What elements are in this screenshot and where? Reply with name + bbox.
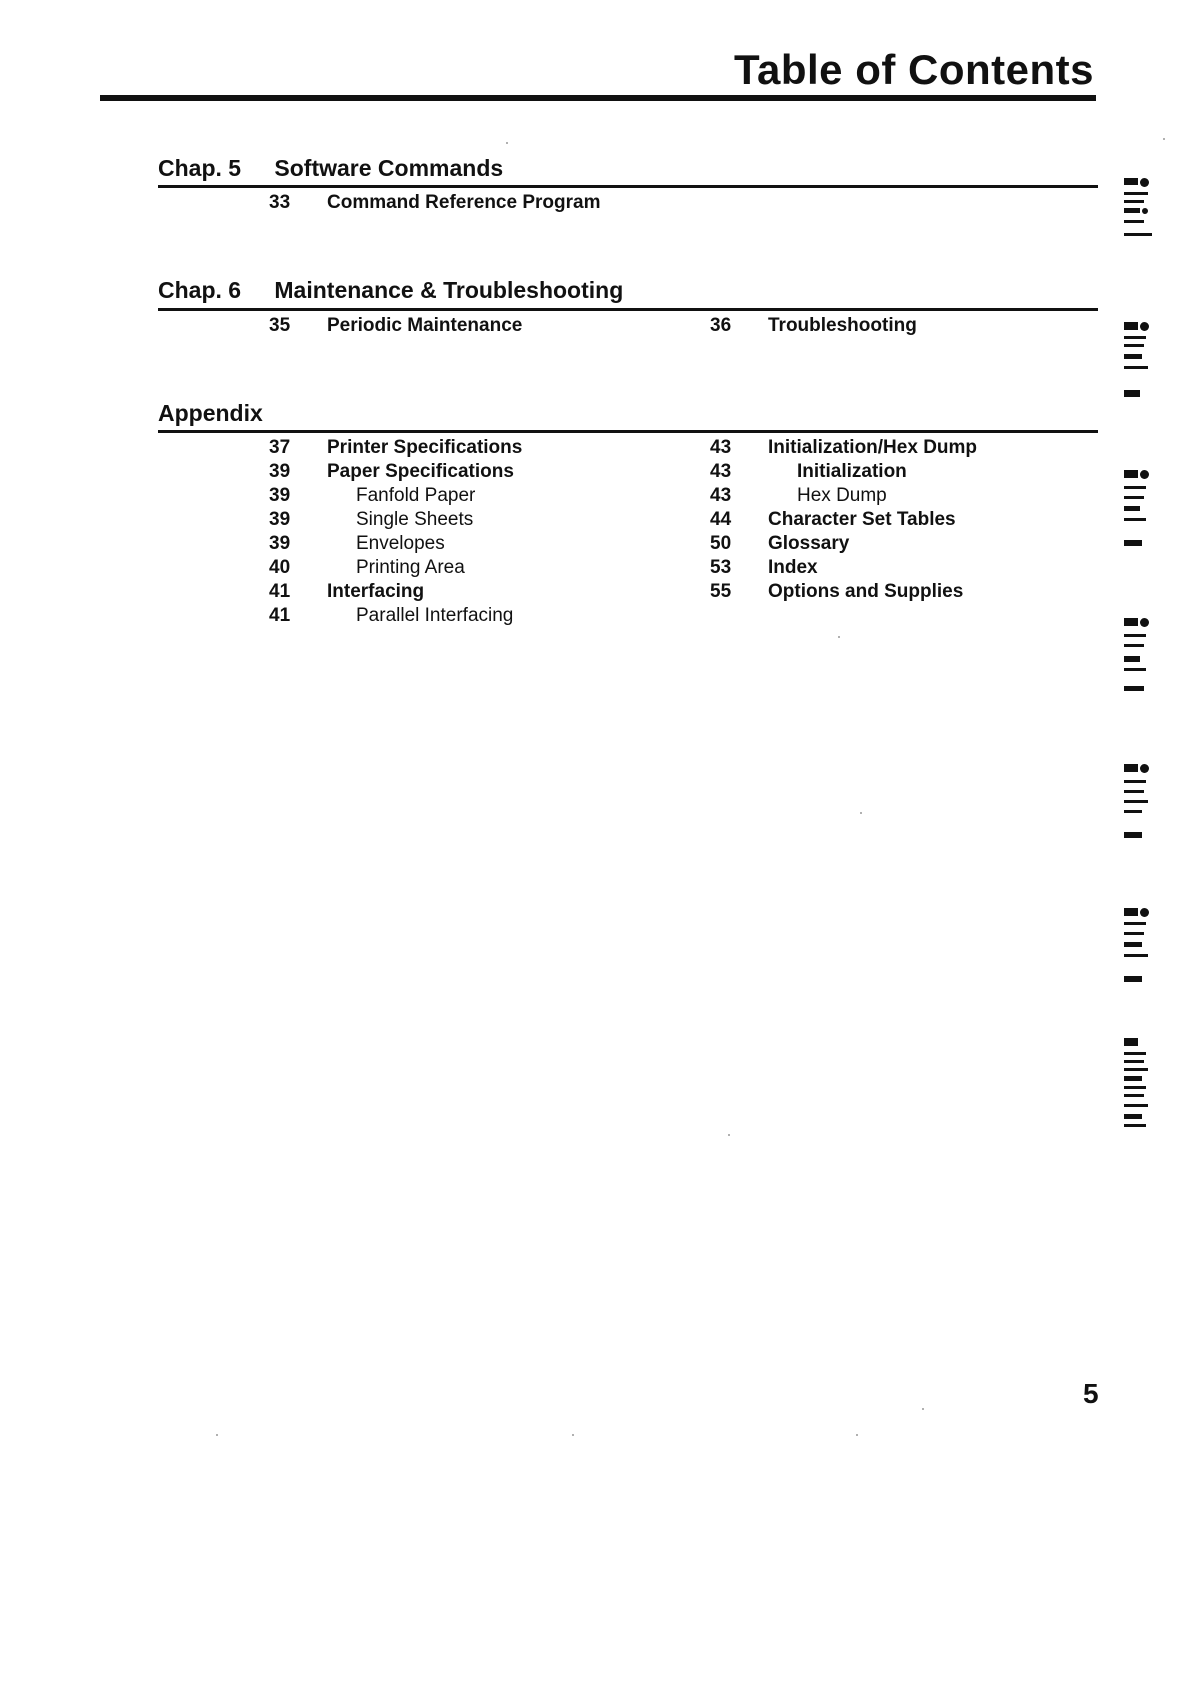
- thumb-tab-mark: [1124, 764, 1160, 844]
- toc-entry-text: Paper Specifications: [327, 461, 514, 482]
- toc-page-number: 39: [269, 461, 291, 482]
- chapter-label: Chap. 5: [158, 155, 242, 181]
- toc-entry-text: Interfacing: [327, 581, 425, 602]
- scan-speck: [506, 142, 508, 144]
- toc-entry-text: Printer Specifications: [327, 437, 523, 458]
- toc-entry-text: Fanfold Paper: [356, 485, 476, 506]
- toc-page-number: 39: [269, 485, 291, 506]
- section-heading-appendix: [158, 400, 263, 427]
- scan-speck: [838, 636, 840, 638]
- toc-entry-text: Initialization: [797, 461, 907, 482]
- toc-entry-text: Character Set Tables: [768, 509, 956, 530]
- chapter-title: Maintenance & Troubleshooting: [274, 277, 624, 303]
- toc-page-number: 43: [710, 461, 732, 482]
- toc-page-number: 41: [269, 581, 291, 602]
- toc-entry-text: Parallel Interfacing: [356, 605, 514, 626]
- toc-page-number: 35: [269, 315, 291, 336]
- scan-speck: [572, 1434, 574, 1436]
- toc-entry-text: Periodic Maintenance: [327, 315, 523, 336]
- chapter-title: Software Commands: [274, 155, 504, 181]
- toc-entry-text: Options and Supplies: [768, 581, 964, 602]
- toc-page-number: 33: [269, 192, 291, 213]
- toc-page-number: 37: [269, 437, 291, 458]
- toc-entry-text: Single Sheets: [356, 509, 474, 530]
- scan-speck: [860, 812, 862, 814]
- toc-page-number: 44: [710, 509, 732, 530]
- thumb-tab-mark: [1124, 908, 1160, 988]
- toc-entry-text: Envelopes: [356, 533, 445, 554]
- section-rule: [158, 308, 1098, 311]
- scan-speck: [728, 1134, 730, 1136]
- toc-page-number: 53: [710, 557, 732, 578]
- scan-speck: [216, 1434, 218, 1436]
- section-rule: [158, 185, 1098, 188]
- scan-speck: [1163, 138, 1165, 140]
- section-heading-chap5: [158, 155, 503, 182]
- toc-page-number: 50: [710, 533, 732, 554]
- chapter-label: Chap. 6: [158, 277, 242, 303]
- thumb-tab-mark: [1124, 470, 1160, 550]
- toc-entry-text: Printing Area: [356, 557, 465, 578]
- toc-page-number: 43: [710, 485, 732, 506]
- appendix-title: Appendix: [158, 400, 263, 426]
- toc-page-number: 43: [710, 437, 732, 458]
- section-heading-chap6: [158, 277, 623, 304]
- thumb-tab-mark: [1124, 1038, 1160, 1134]
- toc-page-number: 40: [269, 557, 291, 578]
- toc-page-number: 39: [269, 509, 291, 530]
- toc-page-number: 36: [710, 315, 732, 336]
- scan-speck: [856, 1434, 858, 1436]
- scan-speck: [922, 1408, 924, 1410]
- toc-page-number: 41: [269, 605, 291, 626]
- toc-entry-text: Initialization/Hex Dump: [768, 437, 978, 458]
- toc-page-number: 39: [269, 533, 291, 554]
- toc-page-number: 55: [710, 581, 732, 602]
- toc-entry-text: Glossary: [768, 533, 850, 554]
- thumb-tab-mark: [1124, 618, 1160, 698]
- toc-entry-text: Command Reference Program: [327, 192, 601, 213]
- thumb-tab-mark: [1124, 322, 1160, 402]
- thumb-tab-mark: [1124, 178, 1160, 254]
- section-rule: [158, 430, 1098, 433]
- title-rule: [100, 95, 1096, 101]
- page-title: Table of Contents: [733, 46, 1094, 93]
- toc-entry-text: Troubleshooting: [768, 315, 917, 336]
- page-number: 5: [1083, 1378, 1099, 1409]
- toc-entry-text: Index: [768, 557, 818, 578]
- toc-entry-text: Hex Dump: [797, 485, 887, 506]
